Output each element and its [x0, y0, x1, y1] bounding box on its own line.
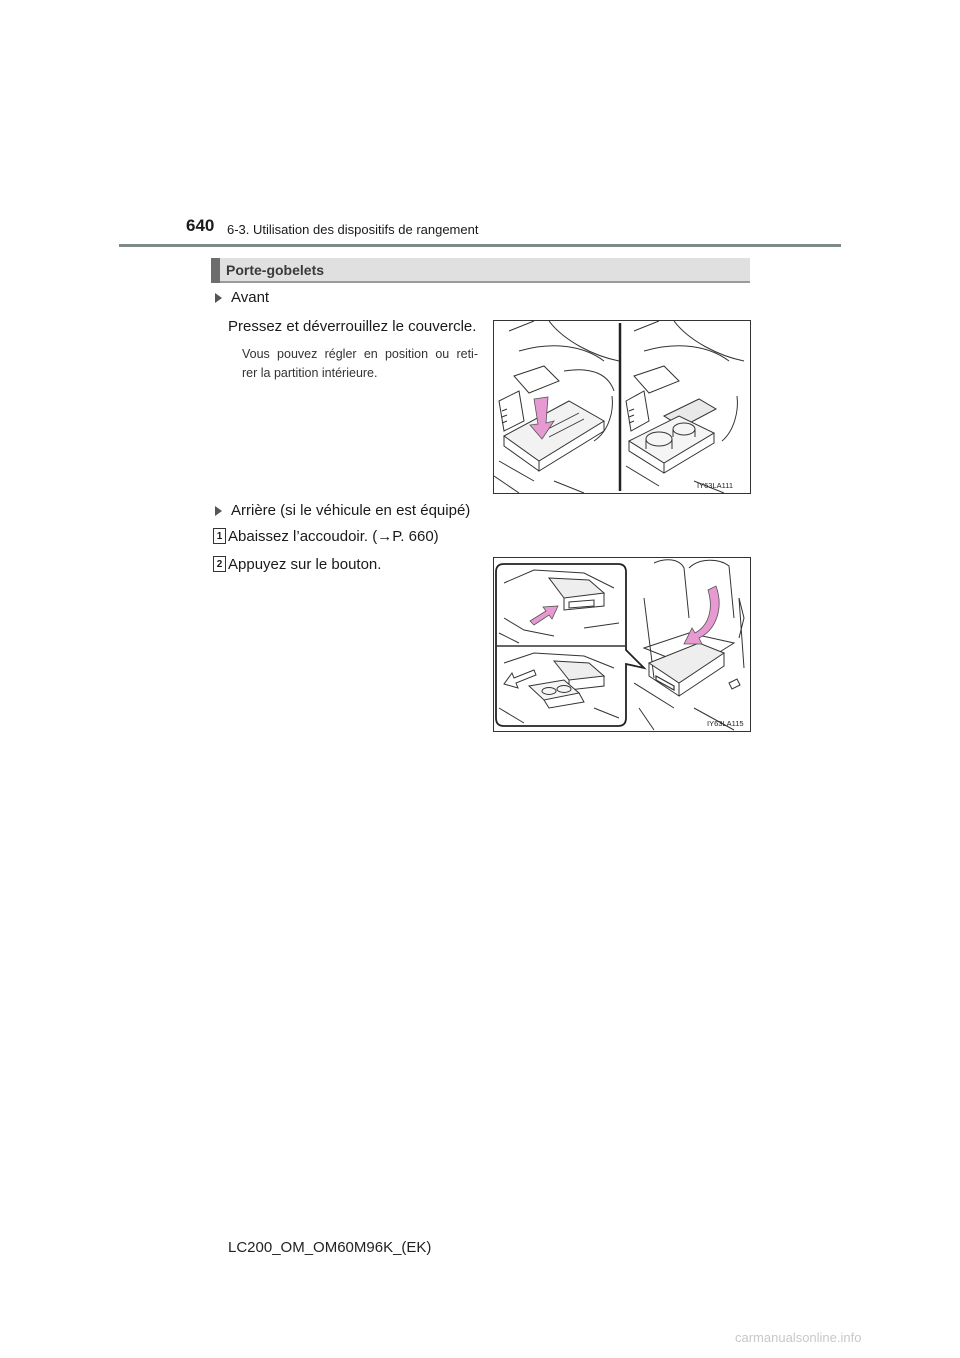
- rear-cupholder-drawing: [494, 558, 750, 731]
- bullet-rear: [215, 502, 470, 519]
- front-note-line-1: Vous pouvez régler en position ou reti-: [242, 347, 478, 361]
- front-figure-code: IY63LA111: [697, 481, 734, 490]
- header-rule: [119, 244, 841, 247]
- lower-armrest-arrow-icon: [684, 586, 719, 644]
- bullet-front-label: Avant: [231, 289, 270, 306]
- bullet-front: [215, 289, 269, 306]
- step-2-text: Appuyez sur le bouton.: [228, 556, 382, 573]
- front-instruction: Pressez et déverrouillez le couvercle.: [228, 318, 477, 335]
- page-number: 640: [186, 216, 215, 235]
- step-2-badge: 2: [213, 556, 226, 572]
- footer-model-code: LC200_OM_OM60M96K_(EK): [228, 1239, 432, 1256]
- section-title: 6-3. Utilisation des dispositifs de rangement: [227, 222, 479, 237]
- subsection-title: Porte-gobelets: [226, 262, 325, 278]
- bullet-rear-label: Arrière (si le véhicule en est équipé): [231, 502, 471, 519]
- front-note: [242, 345, 478, 383]
- bullet-triangle-icon: [215, 293, 222, 303]
- watermark: carmanualsonline.info: [735, 1330, 862, 1345]
- front-cupholder-illustration: [493, 320, 751, 494]
- step-1-badge: 1: [213, 528, 226, 544]
- subsection-accent: [211, 258, 220, 283]
- bullet-triangle-icon: [215, 506, 222, 516]
- rear-figure-code: IY63LA115: [707, 719, 744, 728]
- rear-cupholder-illustration: [493, 557, 751, 732]
- front-cupholder-drawing: [494, 321, 750, 493]
- step-1-text: Abaissez l’accoudoir. (→P. 660): [228, 528, 439, 545]
- front-note-line-2: rer la partition intérieure.: [242, 366, 378, 380]
